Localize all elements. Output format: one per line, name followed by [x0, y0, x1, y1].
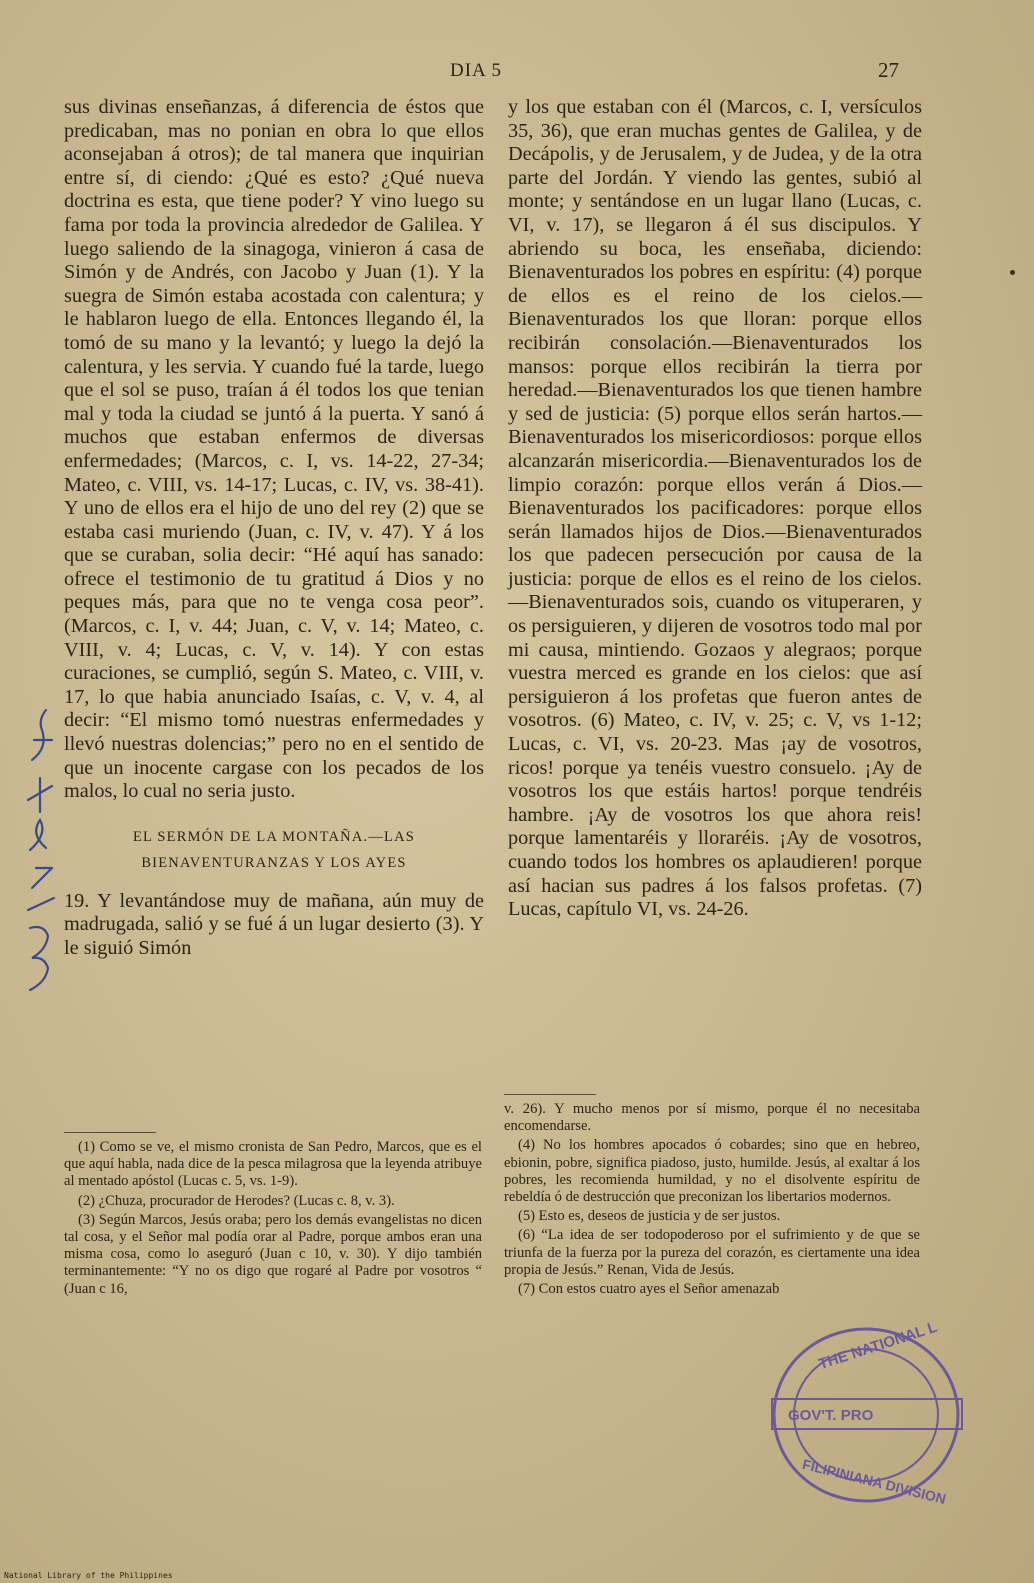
footnote-3-continued: v. 26). Y mucho menos por sí mismo, porque él no necesitaba encomendarse.: [504, 1101, 920, 1135]
footnote-4: (4) No los hombres apocados ó cobardes; sino que en hebreo, ebionin, pobre, significa piadoso, justo, humilde. Jesús, al exaltar á los pobres, les recomienda humildad, y no el disolvente espíritu de rebeldía ó de destrucción que preconizan los libertarios modernos.: [504, 1137, 920, 1206]
page-number: 27: [878, 58, 899, 82]
footnote-1: (1) Como se ve, el mismo cronista de San Pedro, Marcos, que es el que aquí habla, nada dice de la pesca milagrosa que la leyenda atribuye al mentado apóstol (Lucas c. 5, vs. 1-9).: [64, 1139, 482, 1190]
library-stamp: [758, 1315, 988, 1515]
handwritten-call-number: [18, 700, 68, 1000]
stamp-top-text: THE NATIONAL L: [816, 1318, 940, 1374]
running-head: DIA 5: [450, 60, 502, 81]
footnote-3: (3) Según Marcos, Jesús oraba; pero los demás evangelistas no dicen tal cosa, y el Señor mal podía orar al Padre, porque ambos eran una misma cosa, como lo aseguró (Juan c 10, v. 30). Y dijo también terminantemente: “Y no os digo que rogaré al Padre por vosotros “ (Juan c 16,: [64, 1211, 482, 1297]
footnote-rule: [64, 1132, 156, 1133]
footnote-rule: [504, 1094, 596, 1095]
footer-credit: National Library of the Philippines: [4, 1571, 173, 1580]
footnotes-left: [64, 1122, 482, 1300]
left-column-text: sus divinas enseñanzas, á diferencia de éstos que predicaban, mas no ponian en obra lo que ellos aconsejaban á otros); de tal manera que inquirian entre sí, di ciendo: ¿Qué es esto? ¿Qué nueva doctrina es esta, que tiene poder? Y vino luego su fama por toda la provincia alrededor de Galilea. Y luego saliendo de la sinagoga, vinieron á casa de Simón y de Andrés, con Jacobo y Juan (1). Y la suegra de Simón estaba acostada con calentura; y le hablaron luego de ella. Entonces llegando él, la tomó de su mano y la levantó; y luego la dejó la calentura, y les servia. Y cuando fué la tarde, luego que el sol se puso, traían á él todos los que tenian mal y toda la ciudad se juntó á la puerta. Y sanó á muchos que estaban enfermos de diversas enfermedades; (Marcos, c. I, vs. 14-22, 27-34; Mateo, c. VIII, vs. 14-17; Lucas, c. IV, vs. 38-41). Y uno de ellos era el hijo de uno del rey (2) que se estaba casi muriendo (Juan, c. IV, v. 47). Y á los que se curaban, solia decir: “Hé aquí has sanado: ofrece el testimonio de tu gratitud á Dios y no peques más, para que no te venga cosa peor”. (Marcos, c. I, v. 44; Juan, c. V, v. 14; Mateo, c. VIII, v. 4; Lucas, c. V, v. 14). Y con estas curaciones, se cumplió, según S. Mateo, c. VIII, v. 17, lo que habia anunciado Isaías, c. V, v. 4, al decir: “El mismo tomó nuestras enfermedades y llevó nuestras dolencias;” pero no en el sentido de que un inocente cargase con los pecados de los malos, lo cual no seria justo.: [64, 96, 484, 803]
paragraph-19: 19. Y levantándose muy de mañana, aún muy de madrugada, salió y se fué á un lugar desierto (3). Y le siguió Simón: [64, 889, 484, 959]
right-column: [508, 96, 922, 922]
left-column: [64, 96, 484, 961]
footnote-6: (6) “La idea de ser todopoderoso por el sufrimiento y de que se triunfa de la fuerza por la pureza del corazón, es ciertamente una idea propia de Jesús.” Renan, Vida de Jesús.: [504, 1227, 920, 1278]
footnote-5: (5) Esto es, deseos de justicia y de ser justos.: [518, 1208, 781, 1225]
ink-speck: [1010, 270, 1015, 275]
footnote-7: (7) Con estos cuatro ayes el Señor amenazab: [518, 1281, 780, 1298]
footnotes-right: [504, 1084, 920, 1300]
right-column-text: y los que estaban con él (Marcos, c. I, versículos 35, 36), que eran muchas gentes de Galilea, y de Decápolis, y de Jerusalem, y de Judea, y de la otra parte del Jordán. Y viendo las gentes, subió al monte; y sentándose en un lugar llano (Lucas, c. VI, v. 17), se llegaron á él sus discipulos. Y abriendo su boca, les enseñaba, diciendo: Bienaventurados los pobres en espíritu: (4) porque de ellos es el reino de los cielos.—Bienaventurados los que lloran: porque ellos recibirán consolación.—Bienaventurados los mansos: porque ellos recibirán la tierra por heredad.—Bienaventurados los que tienen hambre y sed de justicia: (5) porque ellos serán hartos.—Bienaventurados los misericordiosos: porque ellos alcanzarán misericordia.—Bienaventurados los de limpio corazón: porque ellos verán á Dios.—Bienaventurados los pacificadores: porque ellos serán llamados hijos de Dios.—Bienaventurados los que padecen persecución por causa de la justicia: porque de ellos es el reino de los cielos. —Bienaventurados sois, cuando os vituperaren, y os persiguieren, y dijeren de vosotros todo mal por mi causa, mintiendo. Gozaos y alegraos; porque vuestra merced es grande en los cielos: que así persiguieron á los profetas que fueron antes de vosotros. (6) Mateo, c. IV, v. 25; c. V, vs 1-12; Lucas, c. VI, vs. 20-23. Mas ¡ay de vosotros, ricos! porque ya tenéis vuestro consuelo. ¡Ay de vosotros los que estáis hartos! porque tendréis hambre. ¡Ay de vosotros los que ahora reis! porque lamentaréis y lloraréis. ¡Ay de vosotros, cuando todos los hombres os aplaudieren! porque así hacian sus padres á los falsos profetas. (7) Lucas, capítulo VI, vs. 24-26.: [508, 96, 922, 921]
stamp-bottom-text: FILIPINIANA DIVISION: [800, 1455, 948, 1508]
stamp-middle-text: GOV'T. PRO: [788, 1407, 874, 1424]
section-heading: EL SERMÓN DE LA MONTAÑA.—LAS BIENAVENTURANZAS Y LOS AYES: [132, 828, 416, 871]
footnote-2: (2) ¿Chuza, procurador de Herodes? (Lucas c. 8, v. 3).: [78, 1192, 395, 1209]
